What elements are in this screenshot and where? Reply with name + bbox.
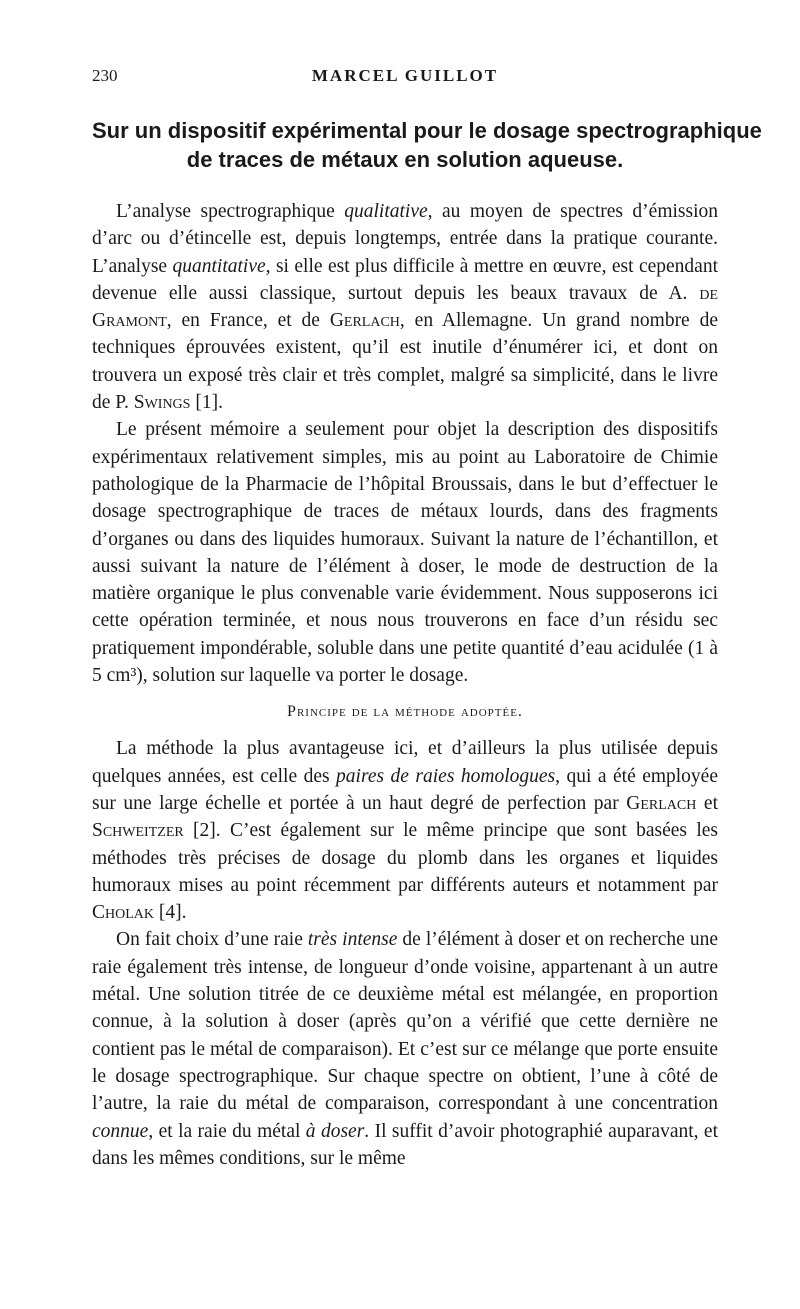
text-run: , et la raie du métal bbox=[148, 1120, 306, 1142]
article-body bbox=[92, 198, 718, 1172]
text-run: [2]. C’est également sur le même principe que sont basées les méthodes très précises de dosage du plomb dans les organes et liquides humoraux mises au point récemment par différents auteurs et notamment par bbox=[92, 820, 718, 896]
text-run: , au moyen de spectres d’émission d’arc ou d’étincelle est, depuis longtemps, entrée dans la pratique courante. L’analyse bbox=[92, 201, 718, 277]
paragraph-1 bbox=[92, 198, 718, 416]
citation: [1]. bbox=[190, 392, 223, 414]
text-run: , qui a été employée sur une large échelle et portée à un haut degré de perfection par bbox=[92, 765, 718, 814]
author-name: Gerlach bbox=[329, 310, 400, 332]
author-name: de Gramont bbox=[92, 282, 718, 332]
page-number: 230 bbox=[92, 66, 118, 85]
emphasis: quantitative bbox=[172, 255, 266, 277]
emphasis: très intense bbox=[307, 929, 398, 951]
section-heading: Principe de la méthode adoptée. bbox=[287, 703, 523, 721]
text-run: . Il suffit d’avoir photographié auparavant, et dans les mêmes conditions, sur le même bbox=[92, 1120, 718, 1169]
text-run: On fait choix d’une raie bbox=[116, 929, 308, 951]
author-name: Gerlach bbox=[626, 792, 697, 814]
citation: [4]. bbox=[154, 902, 187, 924]
author-name: Cholak bbox=[92, 902, 154, 924]
title-line-2: de traces de métaux en solution aqueuse. bbox=[186, 147, 624, 172]
emphasis: paires de raies homologues bbox=[336, 765, 556, 787]
text-run: , en France, et de bbox=[166, 310, 330, 332]
title-line-1: Sur un dispositif expérimental pour le dosage spectrographique bbox=[92, 118, 762, 143]
text-run: , en Allemagne. Un grand nombre de techniques éprouvées existent, qu’il est inutile d’énumérer ici, et dont on trouvera un exposé très clair et très complet, malgré sa simplicité, dans le livre de P. bbox=[92, 310, 718, 414]
running-head-author: MARCEL GUILLOT bbox=[311, 66, 499, 85]
text-run: de l’élément à doser et on recherche une raie également très intense, de longueur d’onde voisine, appartenant à un autre métal. Une solution titrée de ce deuxième métal est mélangée, en proportion connue, à la solution à doser (après qu’on a vérifié que cette dernière ne contient pas le métal de comparaison). Et c’est sur ce mélange que porte ensuite le dosage spectrographique. Sur chaque spectre on obtient, l’une à côté de l’autre, la raie du métal de comparaison, correspondant à une concentration bbox=[92, 929, 719, 1115]
paragraph-2: Le présent mémoire a seulement pour objet la description des dispositifs expérimentaux relativement simples, mis au point au Laboratoire de Chimie pathologique de la Pharmacie de l’hôpital Broussais, dans le but d’effectuer le dosage spectrographique de traces de métaux lourds, dans des fragments d’organes ou dans des liquides humoraux. Suivant la nature de l’échantillon, et aussi suivant la nature de l’élément à doser, le mode de destruction de la matière organique le plus convenable varie évidemment. Nous supposerons ici cette opération terminée, et nous nous trouverons en face d’un résidu sec pratiquement impondérable, soluble dans une petite quantité d’eau acidulée (1 à 5 cm³), solution sur laquelle va porter le dosage. bbox=[92, 419, 718, 687]
emphasis: à doser bbox=[305, 1120, 365, 1142]
text-run: et bbox=[696, 792, 718, 814]
text-run: , si elle est plus difficile à mettre en œuvre, est cependant devenue elle aussi classique, surtout depuis les beaux travaux de A. bbox=[92, 255, 719, 304]
text-run: La méthode la plus avantageuse ici, et d’ailleurs la plus utilisée depuis quelques années, est celle des bbox=[92, 738, 718, 787]
paragraph-3 bbox=[92, 735, 718, 926]
author-name: Schweitzer bbox=[92, 820, 184, 842]
author-name: Swings bbox=[133, 392, 191, 414]
emphasis: qualitative bbox=[344, 201, 428, 222]
text-run: L’analyse spectrographique bbox=[116, 201, 345, 222]
paragraph-4 bbox=[92, 926, 718, 1172]
emphasis: connue bbox=[92, 1120, 149, 1142]
article-title bbox=[92, 116, 762, 174]
